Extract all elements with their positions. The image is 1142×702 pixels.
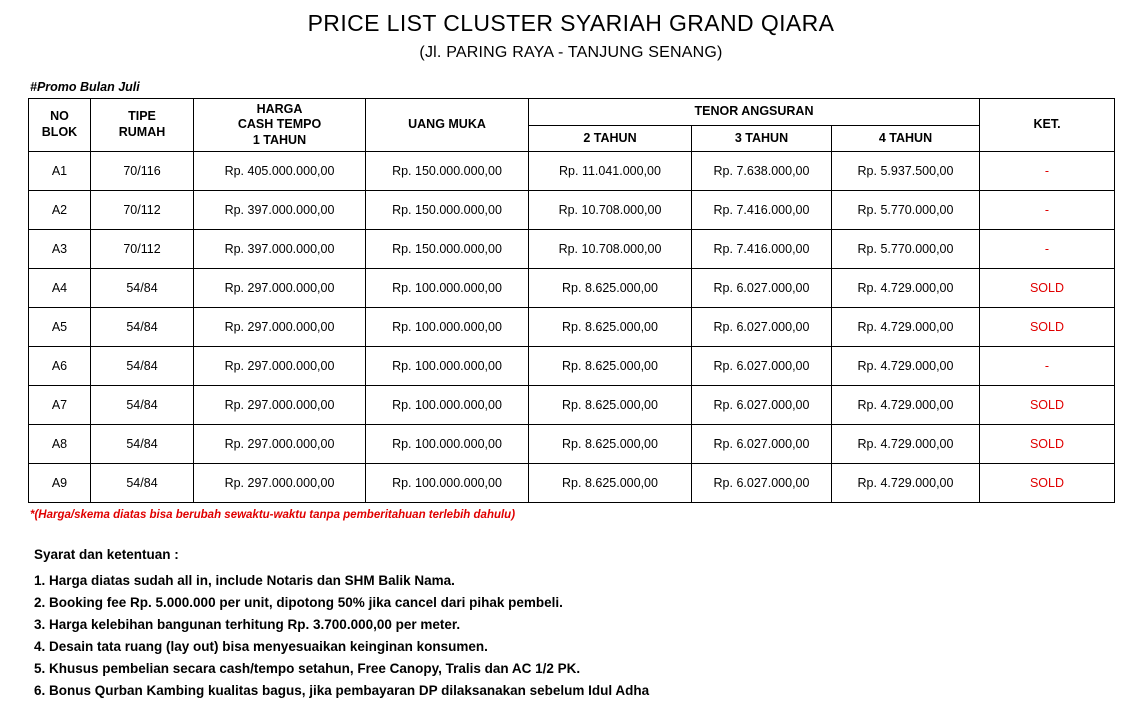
cell-tenor-2: Rp. 8.625.000,00 (529, 269, 692, 308)
table-row (29, 464, 1115, 503)
status-badge: SOLD (980, 464, 1115, 503)
cell-cash-tempo: Rp. 297.000.000,00 (194, 425, 366, 464)
column-header-no-blok-line2: BLOK (41, 125, 78, 140)
cell-tenor-3: Rp. 6.027.000,00 (692, 269, 832, 308)
table-header-row-1 (29, 98, 1115, 125)
column-header-harga-cash-tempo (194, 98, 366, 152)
column-header-tenor-angsuran: TENOR ANGSURAN (529, 98, 980, 125)
table-row (29, 230, 1115, 269)
cell-tenor-3: Rp. 7.416.000,00 (692, 191, 832, 230)
column-header-uang-muka: UANG MUKA (366, 98, 529, 152)
cell-blok: A9 (29, 464, 91, 503)
table-row (29, 347, 1115, 386)
cell-tenor-4: Rp. 4.729.000,00 (832, 269, 980, 308)
status-badge: SOLD (980, 308, 1115, 347)
cell-tenor-2: Rp. 11.041.000,00 (529, 152, 692, 191)
price-list-table (28, 98, 1115, 504)
terms-title: Syarat dan ketentuan : (34, 547, 179, 563)
page-title: PRICE LIST CLUSTER SYARIAH GRAND QIARA (307, 10, 835, 36)
column-header-no-blok (29, 98, 91, 152)
list-item: 2. Booking fee Rp. 5.000.000 per unit, dipotong 50% jika cancel dari pihak pembeli. (34, 595, 563, 611)
cell-blok: A2 (29, 191, 91, 230)
title-block (0, 0, 1142, 62)
cell-uang-muka: Rp. 100.000.000,00 (366, 386, 529, 425)
cell-blok: A7 (29, 386, 91, 425)
cell-cash-tempo: Rp. 297.000.000,00 (194, 269, 366, 308)
cell-tenor-3: Rp. 6.027.000,00 (692, 308, 832, 347)
column-header-tipe-line1: TIPE (128, 109, 156, 124)
column-header-no-blok-line1: NO (50, 109, 69, 124)
status-badge: - (980, 347, 1115, 386)
table-row (29, 425, 1115, 464)
cell-cash-tempo: Rp. 405.000.000,00 (194, 152, 366, 191)
cell-cash-tempo: Rp. 397.000.000,00 (194, 191, 366, 230)
status-badge: SOLD (980, 425, 1115, 464)
cell-tenor-4: Rp. 4.729.000,00 (832, 425, 980, 464)
cell-uang-muka: Rp. 100.000.000,00 (366, 347, 529, 386)
cell-tenor-4: Rp. 5.770.000,00 (832, 191, 980, 230)
cell-blok: A3 (29, 230, 91, 269)
list-item: 5. Khusus pembelian secara cash/tempo setahun, Free Canopy, Tralis dan AC 1/2 PK. (34, 660, 581, 676)
cell-tenor-4: Rp. 4.729.000,00 (832, 386, 980, 425)
cell-tipe: 54/84 (91, 464, 194, 503)
cell-tipe: 54/84 (91, 308, 194, 347)
cell-tenor-3: Rp. 6.027.000,00 (692, 464, 832, 503)
list-item: 6. Bonus Qurban Kambing kualitas bagus, jika pembayaran DP dilaksanakan sebelum Idul Adha (34, 682, 650, 698)
cell-tipe: 54/84 (91, 269, 194, 308)
cell-uang-muka: Rp. 150.000.000,00 (366, 230, 529, 269)
status-badge: - (980, 191, 1115, 230)
cell-tenor-2: Rp. 8.625.000,00 (529, 464, 692, 503)
cell-blok: A5 (29, 308, 91, 347)
cell-blok: A1 (29, 152, 91, 191)
cell-tipe: 70/112 (91, 191, 194, 230)
cell-tenor-2: Rp. 8.625.000,00 (529, 308, 692, 347)
cell-uang-muka: Rp. 100.000.000,00 (366, 269, 529, 308)
cell-tenor-4: Rp. 4.729.000,00 (832, 464, 980, 503)
cell-tenor-2: Rp. 10.708.000,00 (529, 230, 692, 269)
column-header-tipe-rumah (91, 98, 194, 152)
column-header-tipe-line2: RUMAH (118, 125, 166, 140)
cell-tenor-2: Rp. 10.708.000,00 (529, 191, 692, 230)
cell-tenor-3: Rp. 6.027.000,00 (692, 425, 832, 464)
cell-uang-muka: Rp. 100.000.000,00 (366, 308, 529, 347)
cell-uang-muka: Rp. 100.000.000,00 (366, 464, 529, 503)
column-header-tenor-2-tahun: 2 TAHUN (529, 125, 692, 152)
cell-tenor-3: Rp. 6.027.000,00 (692, 386, 832, 425)
cell-tenor-3: Rp. 7.416.000,00 (692, 230, 832, 269)
cell-tenor-2: Rp. 8.625.000,00 (529, 386, 692, 425)
cell-tenor-3: Rp. 7.638.000,00 (692, 152, 832, 191)
status-badge: - (980, 230, 1115, 269)
cell-tipe: 54/84 (91, 425, 194, 464)
list-item: 4. Desain tata ruang (lay out) bisa menyesuaikan keinginan konsumen. (34, 639, 488, 655)
column-header-tenor-3-tahun: 3 TAHUN (692, 125, 832, 152)
cell-cash-tempo: Rp. 297.000.000,00 (194, 464, 366, 503)
cell-uang-muka: Rp. 150.000.000,00 (366, 191, 529, 230)
status-badge: SOLD (980, 386, 1115, 425)
list-item: 1. Harga diatas sudah all in, include Notaris dan SHM Balik Nama. (34, 573, 455, 589)
cell-tenor-2: Rp. 8.625.000,00 (529, 425, 692, 464)
cell-tenor-4: Rp. 5.770.000,00 (832, 230, 980, 269)
terms-list (34, 570, 1142, 701)
terms-section (34, 547, 1142, 701)
list-item: 3. Harga kelebihan bangunan terhitung Rp. 3.700.000,00 per meter. (34, 617, 461, 633)
cell-blok: A4 (29, 269, 91, 308)
cell-cash-tempo: Rp. 297.000.000,00 (194, 308, 366, 347)
cell-tenor-4: Rp. 5.937.500,00 (832, 152, 980, 191)
table-row (29, 269, 1115, 308)
status-badge: - (980, 152, 1115, 191)
table-row (29, 191, 1115, 230)
cell-blok: A8 (29, 425, 91, 464)
cell-tenor-4: Rp. 4.729.000,00 (832, 308, 980, 347)
cell-cash-tempo: Rp. 297.000.000,00 (194, 386, 366, 425)
table-body (29, 152, 1115, 503)
cell-tenor-3: Rp. 6.027.000,00 (692, 347, 832, 386)
promo-label: #Promo Bulan Juli (30, 79, 140, 94)
page-subtitle: (Jl. PARING RAYA - TANJUNG SENANG) (419, 43, 723, 61)
column-header-harga-line1: HARGA (256, 101, 303, 116)
column-header-tenor-4-tahun: 4 TAHUN (832, 125, 980, 152)
cell-tipe: 54/84 (91, 386, 194, 425)
cell-cash-tempo: Rp. 297.000.000,00 (194, 347, 366, 386)
cell-uang-muka: Rp. 100.000.000,00 (366, 425, 529, 464)
cell-tipe: 70/112 (91, 230, 194, 269)
cell-tipe: 54/84 (91, 347, 194, 386)
table-row (29, 308, 1115, 347)
table-row (29, 386, 1115, 425)
table-row (29, 152, 1115, 191)
cell-uang-muka: Rp. 150.000.000,00 (366, 152, 529, 191)
column-header-harga-line3: 1 TAHUN (252, 132, 307, 147)
cell-tenor-2: Rp. 8.625.000,00 (529, 347, 692, 386)
status-badge: SOLD (980, 269, 1115, 308)
cell-tipe: 70/116 (91, 152, 194, 191)
table-header (29, 98, 1115, 152)
column-header-harga-line2: CASH TEMPO (237, 117, 322, 132)
cell-cash-tempo: Rp. 397.000.000,00 (194, 230, 366, 269)
cell-tenor-4: Rp. 4.729.000,00 (832, 347, 980, 386)
column-header-ket: KET. (980, 98, 1115, 152)
cell-blok: A6 (29, 347, 91, 386)
disclaimer-text: *(Harga/skema diatas bisa berubah sewaktu-waktu tanpa pemberitahuan terlebih dahulu) (30, 509, 516, 522)
